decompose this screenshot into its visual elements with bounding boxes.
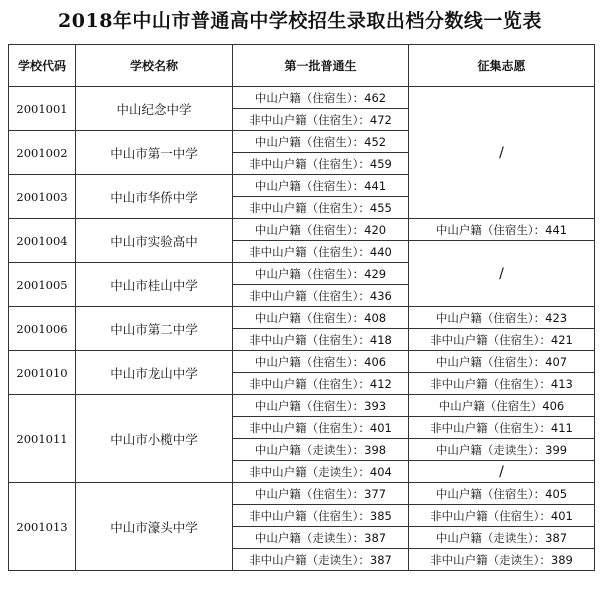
school-name: 中山市第一中学 bbox=[76, 131, 233, 175]
header-school-code: 学校代码 bbox=[9, 45, 76, 87]
first-batch-score: 中山户籍（走读生）：387 bbox=[233, 527, 409, 549]
supplementary-score: 非中山户籍（走读生）：389 bbox=[409, 549, 595, 571]
supplementary-score: 中山户籍（走读生）：387 bbox=[409, 527, 595, 549]
table-row bbox=[9, 351, 595, 373]
table-row bbox=[9, 307, 595, 329]
page-title: 2018年中山市普通高中学校招生录取出档分数线一览表 bbox=[58, 10, 542, 32]
first-batch-score: 非中山户籍（住宿生）：412 bbox=[233, 373, 409, 395]
supplementary-score: 中山户籍（住宿生）：423 bbox=[409, 307, 595, 329]
table-header-row bbox=[9, 45, 595, 87]
school-code: 2001003 bbox=[9, 175, 76, 219]
supplementary-score: 中山户籍（住宿生）：407 bbox=[409, 351, 595, 373]
header-school-name: 学校名称 bbox=[76, 45, 233, 87]
admission-score-table bbox=[8, 44, 595, 571]
school-name: 中山市华侨中学 bbox=[76, 175, 233, 219]
first-batch-score: 中山户籍（住宿生）：441 bbox=[233, 175, 409, 197]
first-batch-score: 非中山户籍（住宿生）：472 bbox=[233, 109, 409, 131]
first-batch-score: 中山户籍（住宿生）：377 bbox=[233, 483, 409, 505]
supplementary-score: 中山户籍（住宿生）：441 bbox=[409, 219, 595, 241]
first-batch-score: 非中山户籍（住宿生）：418 bbox=[233, 329, 409, 351]
supplementary-score: / bbox=[409, 241, 595, 307]
school-name: 中山市实验高中 bbox=[76, 219, 233, 263]
first-batch-score: 非中山户籍（走读生）：387 bbox=[233, 549, 409, 571]
first-batch-score: 非中山户籍（走读生）：404 bbox=[233, 461, 409, 483]
first-batch-score: 中山户籍（走读生）：398 bbox=[233, 439, 409, 461]
supplementary-score: 非中山户籍（住宿生）：411 bbox=[409, 417, 595, 439]
supplementary-score: 非中山户籍（住宿生）：401 bbox=[409, 505, 595, 527]
first-batch-score: 中山户籍（住宿生）：429 bbox=[233, 263, 409, 285]
table-row bbox=[9, 87, 595, 109]
school-name: 中山市第二中学 bbox=[76, 307, 233, 351]
header-supplementary: 征集志愿 bbox=[409, 45, 595, 87]
first-batch-score: 非中山户籍（住宿生）：385 bbox=[233, 505, 409, 527]
first-batch-score: 非中山户籍（住宿生）：440 bbox=[233, 241, 409, 263]
first-batch-score: 中山户籍（住宿生）：462 bbox=[233, 87, 409, 109]
first-batch-score: 中山户籍（住宿生）：406 bbox=[233, 351, 409, 373]
school-name: 中山市龙山中学 bbox=[76, 351, 233, 395]
school-name: 中山市小榄中学 bbox=[76, 395, 233, 483]
header-first-batch: 第一批普通生 bbox=[233, 45, 409, 87]
school-code: 2001004 bbox=[9, 219, 76, 263]
school-code: 2001006 bbox=[9, 307, 76, 351]
first-batch-score: 中山户籍（住宿生）：420 bbox=[233, 219, 409, 241]
supplementary-score: / bbox=[409, 87, 595, 219]
supplementary-score: / bbox=[409, 461, 595, 483]
first-batch-score: 非中山户籍（住宿生）：455 bbox=[233, 197, 409, 219]
first-batch-score: 中山户籍（住宿生）：408 bbox=[233, 307, 409, 329]
school-code: 2001001 bbox=[9, 87, 76, 131]
school-code: 2001010 bbox=[9, 351, 76, 395]
school-name: 中山市桂山中学 bbox=[76, 263, 233, 307]
table-row bbox=[9, 219, 595, 241]
school-code: 2001013 bbox=[9, 483, 76, 571]
school-name: 中山市濠头中学 bbox=[76, 483, 233, 571]
school-code: 2001011 bbox=[9, 395, 76, 483]
school-code: 2001002 bbox=[9, 131, 76, 175]
first-batch-score: 非中山户籍（住宿生）：459 bbox=[233, 153, 409, 175]
first-batch-score: 非中山户籍（住宿生）：436 bbox=[233, 285, 409, 307]
school-code: 2001005 bbox=[9, 263, 76, 307]
table-row bbox=[9, 483, 595, 505]
first-batch-score: 中山户籍（住宿生）：393 bbox=[233, 395, 409, 417]
first-batch-score: 中山户籍（住宿生）：452 bbox=[233, 131, 409, 153]
table-row bbox=[9, 395, 595, 417]
supplementary-score: 中山户籍（住宿生）406 bbox=[409, 395, 595, 417]
supplementary-score: 非中山户籍（住宿生）：413 bbox=[409, 373, 595, 395]
supplementary-score: 中山户籍（走读生）：399 bbox=[409, 439, 595, 461]
first-batch-score: 非中山户籍（住宿生）：401 bbox=[233, 417, 409, 439]
supplementary-score: 中山户籍（住宿生）：405 bbox=[409, 483, 595, 505]
supplementary-score: 非中山户籍（住宿生）：421 bbox=[409, 329, 595, 351]
school-name: 中山纪念中学 bbox=[76, 87, 233, 131]
